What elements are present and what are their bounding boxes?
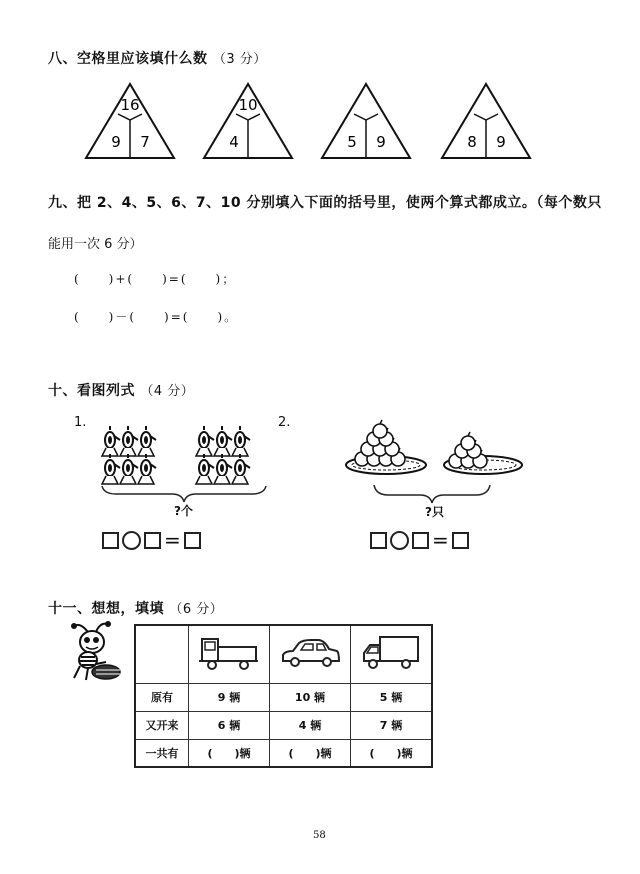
operator-circle[interactable]	[390, 531, 409, 550]
trumpet-icon	[102, 426, 120, 456]
q10-label1: ?个	[174, 504, 193, 518]
trumpet-icon	[120, 426, 138, 456]
trumpet-icon	[214, 454, 232, 484]
answer-box[interactable]	[412, 532, 429, 549]
brace-icon	[102, 486, 266, 502]
triangle-left-number: 5	[347, 133, 357, 151]
answer-boxes-1	[102, 530, 201, 550]
q9-equation-subtract[interactable]: ( )－( )=( )。	[74, 310, 239, 324]
equals-sign: =	[164, 528, 181, 552]
triangle-right-number: 7	[140, 133, 150, 151]
q11-points: （6 分）	[169, 602, 224, 617]
q8-heading	[48, 48, 267, 68]
triangle-top-number: 16	[120, 96, 140, 114]
q10-title: 十、看图列式	[48, 383, 135, 399]
trumpet-icon	[102, 454, 120, 484]
apple-icon	[461, 432, 475, 450]
triangle-top-number: 10	[238, 96, 258, 114]
number-triangle	[322, 84, 410, 158]
table-cell[interactable]: ( )辆	[189, 739, 270, 767]
q10-points: （4 分）	[140, 384, 195, 399]
table-row	[135, 739, 432, 767]
q9-line1: 九、把 2、4、5、6、7、10 分别填入下面的括号里，使两个算式都成立。（每个数只	[48, 195, 602, 211]
van-icon-cell	[351, 625, 433, 683]
row-label: 原有	[135, 683, 189, 711]
q8-title: 八、空格里应该填什么数	[48, 51, 208, 67]
trumpet-icon	[196, 426, 214, 456]
number-triangle	[442, 84, 530, 158]
q10-label2: ?只	[425, 505, 444, 519]
table-cell[interactable]: ( )辆	[351, 739, 433, 767]
row-label: 一共有	[135, 739, 189, 767]
table-cell: 7 辆	[351, 711, 433, 739]
row-label: 又开来	[135, 711, 189, 739]
table-cell: 6 辆	[189, 711, 270, 739]
answer-box[interactable]	[144, 532, 161, 549]
triangle-left-number: 4	[229, 133, 239, 151]
table-cell: 9 辆	[189, 683, 270, 711]
trumpet-icon	[214, 426, 232, 456]
trumpet-icon	[232, 454, 250, 484]
number-triangle	[86, 84, 174, 158]
table-cell: 5 辆	[351, 683, 433, 711]
table-row	[135, 683, 432, 711]
trumpet-icon	[196, 454, 214, 484]
q10-item1-number: 1.	[74, 415, 87, 430]
table-cell: 10 辆	[270, 683, 351, 711]
trumpet-icon	[138, 426, 156, 456]
answer-box[interactable]	[370, 532, 387, 549]
vehicles-table	[134, 624, 433, 768]
table-row	[135, 711, 432, 739]
page-number: 58	[313, 830, 326, 841]
triangle-right-number: 9	[496, 133, 506, 151]
number-triangles	[80, 80, 540, 162]
truck-icon	[196, 633, 262, 673]
number-triangle	[204, 84, 292, 158]
answer-box[interactable]	[184, 532, 201, 549]
trumpet-icon	[232, 426, 250, 456]
apples-picture	[340, 415, 540, 515]
brace-icon	[374, 485, 490, 503]
car-icon-cell	[270, 625, 351, 683]
van-icon	[358, 633, 424, 673]
q9-line2: 能用一次 6 分）	[48, 237, 143, 252]
car-icon	[277, 633, 343, 673]
q11-title: 十一、想想，填填	[48, 601, 164, 617]
ant-mascot-icon	[66, 620, 130, 684]
q10-heading	[48, 380, 194, 400]
q10-item2-number: 2.	[278, 415, 291, 430]
table-cell: 4 辆	[270, 711, 351, 739]
answer-box[interactable]	[452, 532, 469, 549]
q11-heading	[48, 598, 223, 618]
table-corner-cell	[135, 625, 189, 683]
triangle-left-number: 9	[111, 133, 121, 151]
operator-circle[interactable]	[122, 531, 141, 550]
trumpet-icon	[120, 454, 138, 484]
q8-points: （3 分）	[212, 52, 267, 67]
answer-box[interactable]	[102, 532, 119, 549]
answer-boxes-2	[370, 530, 469, 550]
trumpet-icon	[138, 454, 156, 484]
triangle-left-number: 8	[467, 133, 477, 151]
apple-icon	[373, 420, 387, 438]
table-cell[interactable]: ( )辆	[270, 739, 351, 767]
q9-equation-add[interactable]: ( )+( )=( )；	[74, 272, 237, 286]
triangle-right-number: 9	[376, 133, 386, 151]
equals-sign: =	[432, 528, 449, 552]
truck-icon-cell	[189, 625, 270, 683]
